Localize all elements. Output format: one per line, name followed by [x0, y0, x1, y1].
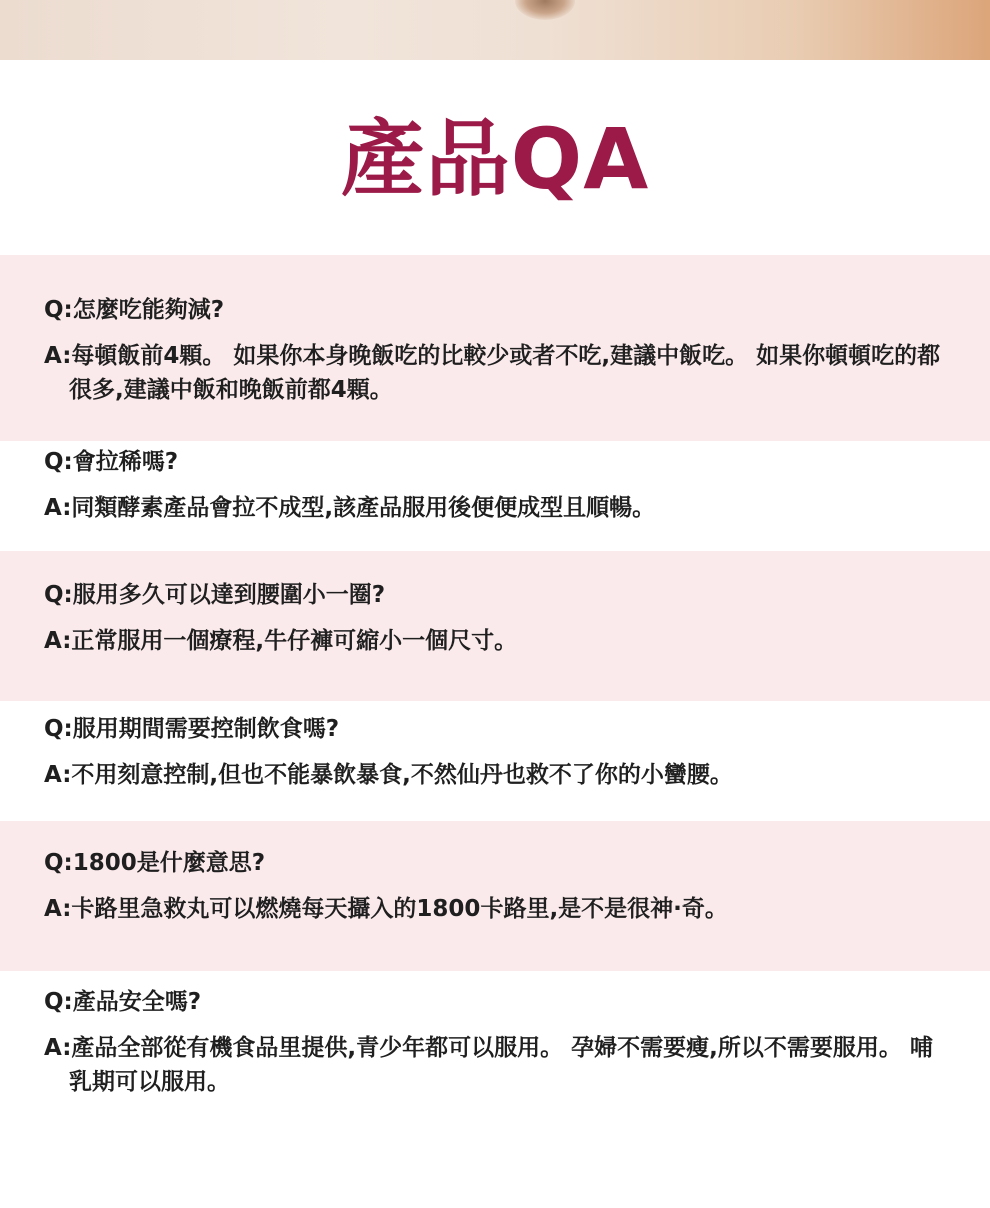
faq-item-6 [0, 971, 990, 1141]
faq-answer: A:同類酵素產品會拉不成型,該產品服用後便便成型且順暢。 [44, 495, 656, 521]
faq-question: Q:產品安全嗎? [44, 989, 202, 1015]
faq-item-5 [0, 821, 990, 971]
faq-question: Q:服用多久可以達到腰圍小一圈? [44, 582, 386, 608]
faq-answer: A:不用刻意控制,但也不能暴飲暴食,不然仙丹也救不了你的小蠻腰。 [44, 762, 733, 788]
faq-answer: A:每頓飯前4顆。 如果你本身晚飯吃的比較少或者不吃,建議中飯吃。 如果你頓頓吃的都很多,建議中飯和晚飯前都4顆。 [44, 343, 941, 403]
header-photo-strip [0, 0, 990, 60]
faq-item-4 [0, 701, 990, 821]
page-title: 產品QA [340, 110, 650, 208]
faq-item-1 [0, 255, 990, 441]
faq-question: Q:會拉稀嗎? [44, 449, 179, 475]
faq-answer: A:正常服用一個療程,牛仔褲可縮小一個尺寸。 [44, 628, 518, 654]
faq-question: Q:怎麼吃能夠減? [44, 297, 225, 323]
faq-answer: A:產品全部從有機食品里提供,青少年都可以服用。 孕婦不需要瘦,所以不需要服用。 哺乳期可以服用。 [44, 1035, 933, 1095]
faq-question: Q:1800是什麼意思? [44, 850, 266, 876]
faq-item-2 [0, 441, 990, 551]
faq-answer: A:卡路里急救丸可以燃燒每天攝入的1800卡路里,是不是很神·奇。 [44, 896, 728, 922]
photo-detail [515, 0, 575, 20]
faq-question: Q:服用期間需要控制飲食嗎? [44, 716, 340, 742]
faq-item-3 [0, 551, 990, 701]
